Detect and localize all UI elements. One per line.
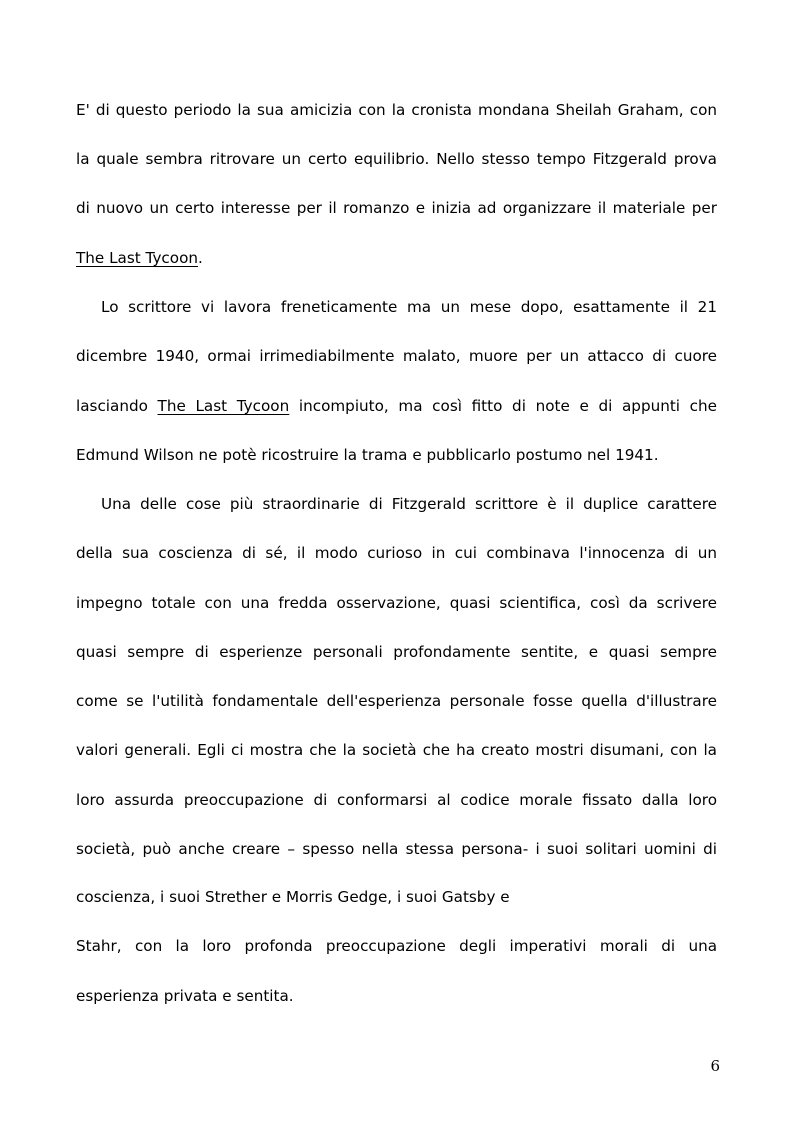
text-line [101, 493, 717, 515]
text-run: valori generali. Egli ci mostra che la società che ha creato mostri disumani, con la [76, 741, 717, 759]
text-run: Una delle cose più straordinarie di Fitzgerald scrittore è il duplice carattere [101, 495, 717, 513]
text-run: impegno totale con una fredda osservazione, quasi scientifica, così da scrivere [76, 594, 717, 612]
text-line [76, 935, 717, 957]
text-line [76, 838, 717, 860]
text-run: loro assurda preoccupazione di conformarsi al codice morale fissato dalla loro [76, 791, 717, 809]
book-title-underlined: The Last Tycoon [76, 249, 198, 267]
text-line [76, 148, 717, 170]
text-line [76, 592, 717, 614]
text-run: esperienza privata e sentita. [76, 987, 294, 1005]
text-run: di nuovo un certo interesse per il romanzo e inizia ad organizzare il materiale per [76, 199, 717, 217]
text-line [76, 985, 717, 1007]
text-run: Edmund Wilson ne potè ricostruire la trama e pubblicarlo postumo nel 1941. [76, 446, 659, 464]
text-line [76, 444, 717, 466]
text-line [76, 542, 717, 564]
text-run: coscienza, i suoi Strether e Morris Gedge, i suoi Gatsby e [76, 888, 510, 906]
page-number: 6 [710, 1057, 720, 1075]
text-line [101, 296, 717, 318]
text-run: dicembre 1940, ormai irrimediabilmente malato, muore per un attacco di cuore [76, 347, 717, 365]
text-line [76, 395, 717, 417]
text-line [76, 99, 717, 121]
text-line [76, 197, 717, 219]
text-line [76, 690, 717, 712]
text-run: società, può anche creare – spesso nella stessa persona- i suoi solitari uomini di [76, 840, 717, 858]
text-run: come se l'utilità fondamentale dell'esperienza personale fosse quella d'illustrare [76, 692, 717, 710]
book-title-underlined: The Last Tycoon [157, 397, 290, 415]
text-run: . [198, 249, 203, 267]
text-run: E' di questo periodo la sua amicizia con la cronista mondana Sheilah Graham, con [76, 101, 717, 119]
text-run: la quale sembra ritrovare un certo equilibrio. Nello stesso tempo Fitzgerald prova [76, 150, 717, 168]
text-run: incompiuto, ma così fitto di note e di appunti che [289, 397, 717, 415]
text-line [76, 345, 717, 367]
text-run: lasciando [76, 397, 158, 415]
text-line [76, 789, 717, 811]
text-line [76, 886, 717, 908]
text-line [76, 641, 717, 663]
text-run: della sua coscienza di sé, il modo curioso in cui combinava l'innocenza di un [76, 544, 717, 562]
text-run: quasi sempre di esperienze personali profondamente sentite, e quasi sempre [76, 643, 717, 661]
text-line [76, 739, 717, 761]
text-run: Lo scrittore vi lavora freneticamente ma un mese dopo, esattamente il 21 [101, 298, 717, 316]
text-line [76, 247, 717, 269]
text-run: Stahr, con la loro profonda preoccupazione degli imperativi morali di una [76, 937, 717, 955]
